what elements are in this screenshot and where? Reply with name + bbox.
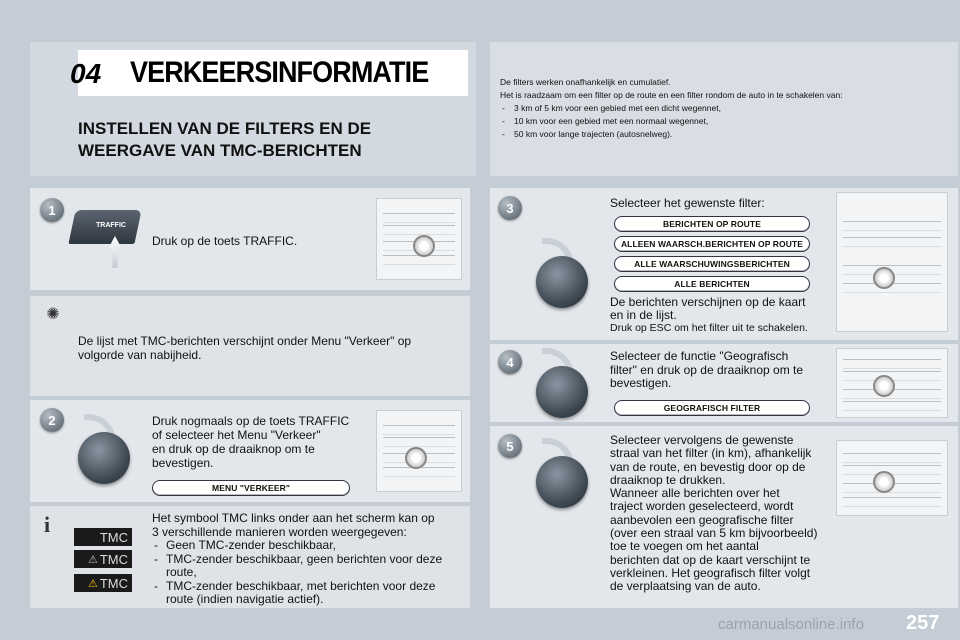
step-4-text [610, 350, 803, 391]
step-2-line: bevestigen. [152, 456, 214, 470]
step-2-line: of selecteer het Menu "Verkeer" [152, 428, 321, 442]
step-4-badge: 4 [498, 350, 522, 374]
subtitle-line-1: INSTELLEN VAN DE FILTERS EN DE [78, 119, 372, 138]
step-3-badge: 3 [498, 196, 522, 220]
step-5-line: draaiknop te drukken. [610, 472, 726, 487]
step-5-line: verkleinen. Het geografisch filter volgt [610, 565, 811, 580]
chapter-number: 04 [70, 58, 102, 89]
list-item: - 50 km voor lange trajecten (autosnelweg). [500, 128, 950, 141]
step-2-panel [30, 400, 470, 502]
step-3-panel [490, 188, 958, 340]
watermark: carmanualsonline.info [718, 616, 864, 633]
subtitle-line-2: WEERGAVE VAN TMC-BERICHTEN [78, 141, 362, 160]
list-item: - TMC-zender beschikbaar, met berichten voor deze route (indien navigatie actief). [152, 580, 464, 607]
step-5-line: de verplaatsing van de auto. [610, 579, 761, 594]
intro-panel [490, 42, 958, 176]
lightbulb-icon: ✺ [46, 306, 60, 323]
filter-option-pill: BERICHTEN OP ROUTE [614, 216, 810, 232]
info-panel [30, 506, 470, 608]
radio-unit-icon [376, 410, 462, 492]
dial-knob-icon [536, 456, 588, 508]
step-1-text: Druk op de toets TRAFFIC. [152, 234, 298, 248]
step-4-line: bevestigen. [610, 376, 672, 390]
step-2-line: en druk op de draaiknop om te [152, 442, 315, 456]
tmc-badge-available: ⚠ TMC [74, 550, 132, 568]
info-line-1: Het symbool TMC links onder aan het scherm kan op [152, 511, 435, 525]
step-5-text [610, 434, 832, 594]
step-5-line: straal van het filter (in km), afhankelijk [610, 446, 812, 461]
page-number: 257 [906, 612, 940, 634]
radio-unit-icon [836, 192, 948, 332]
list-item: - 10 km voor een gebied met een normaal wegennet, [500, 115, 950, 128]
geografisch-filter-pill: GEOGRAFISCH FILTER [614, 400, 810, 416]
step-2-badge: 2 [40, 408, 64, 432]
step-5-line: (over een straal van 5 km bijvoorbeeld) [610, 526, 818, 541]
section-subtitle [78, 118, 371, 162]
step-5-line: Wanneer alle berichten over het [610, 486, 780, 501]
list-item: - Geen TMC-zender beschikbaar, [152, 539, 464, 553]
radio-unit-icon [836, 348, 948, 418]
step-1-panel [30, 188, 470, 290]
step-3-line: en in de lijst. [610, 308, 677, 322]
tip-panel [30, 296, 470, 396]
step-5-line: Selecteer vervolgens de gewenste [610, 433, 794, 447]
step-3-note: Druk op ESC om het filter uit te schakelen. [610, 322, 808, 334]
step-3-line: De berichten verschijnen op de kaart [610, 295, 806, 309]
step-5-line: aanbevolen een geografische filter [610, 512, 794, 527]
radio-unit-icon [376, 198, 462, 280]
step-5-line: van de route, en bevestig door op de [610, 459, 806, 474]
step-1-badge: 1 [40, 198, 64, 222]
intro-line-1: De filters werken onafhankelijk en cumulatief. [500, 77, 671, 87]
warning-outline-icon: ⚠ [87, 553, 98, 566]
filter-option-pill: ALLEEN WAARSCH.BERICHTEN OP ROUTE [614, 236, 810, 252]
radio-unit-icon [836, 440, 948, 516]
step-5-line: traject worden geselecteerd, wordt [610, 499, 794, 514]
info-list [152, 539, 464, 607]
step-2-line: Druk nogmaals op de toets TRAFFIC [152, 414, 350, 428]
dial-knob-icon [78, 432, 130, 484]
step-5-badge: 5 [498, 434, 522, 458]
step-5-panel [490, 426, 958, 608]
step-3-title: Selecteer het gewenste filter: [610, 196, 765, 210]
intro-line-2: Het is raadzaam om een filter op de route en een filter rondom de auto in te schakelen van: [500, 90, 843, 100]
dial-knob-icon [536, 366, 588, 418]
tip-text: De lijst met TMC-berichten verschijnt onder Menu "Verkeer" op volgorde van nabijheid. [78, 334, 412, 362]
intro-text [500, 76, 950, 141]
step-4-line: Selecteer de functie "Geografisch [610, 349, 789, 363]
info-icon: i [44, 512, 51, 537]
page-title: VERKEERSINFORMATIE [130, 56, 429, 89]
step-4-panel [490, 344, 958, 422]
step-3-text [610, 296, 808, 335]
dial-knob-icon [536, 256, 588, 308]
filter-option-pill: ALLE WAARSCHUWINGSBERICHTEN [614, 256, 810, 272]
filter-option-pill: ALLE BERICHTEN [614, 276, 810, 292]
header-panel [30, 42, 476, 176]
tmc-badge-none: TMC [74, 528, 132, 546]
step-5-line: berichten dat op de kaart verschijnt te [610, 552, 811, 567]
list-item: - TMC-zender beschikbaar, geen berichten voor deze route, [152, 553, 464, 580]
info-line-2: 3 verschillende manieren worden weergegeven: [152, 524, 407, 539]
step-2-text [152, 414, 349, 470]
tmc-badge-messages: ⚠ TMC [74, 574, 132, 592]
list-item: - 3 km of 5 km voor een gebied met een dicht wegennet, [500, 102, 950, 115]
menu-verkeer-pill: MENU "VERKEER" [152, 480, 350, 496]
step-5-line: toe te voegen om het aantal [610, 539, 759, 554]
warning-yellow-icon: ⚠ [87, 577, 98, 590]
intro-list [500, 102, 950, 141]
info-text [152, 512, 464, 607]
step-4-line: filter" en druk op de draaiknop om te [610, 362, 804, 377]
traffic-button-label: TRAFFIC [96, 222, 126, 229]
